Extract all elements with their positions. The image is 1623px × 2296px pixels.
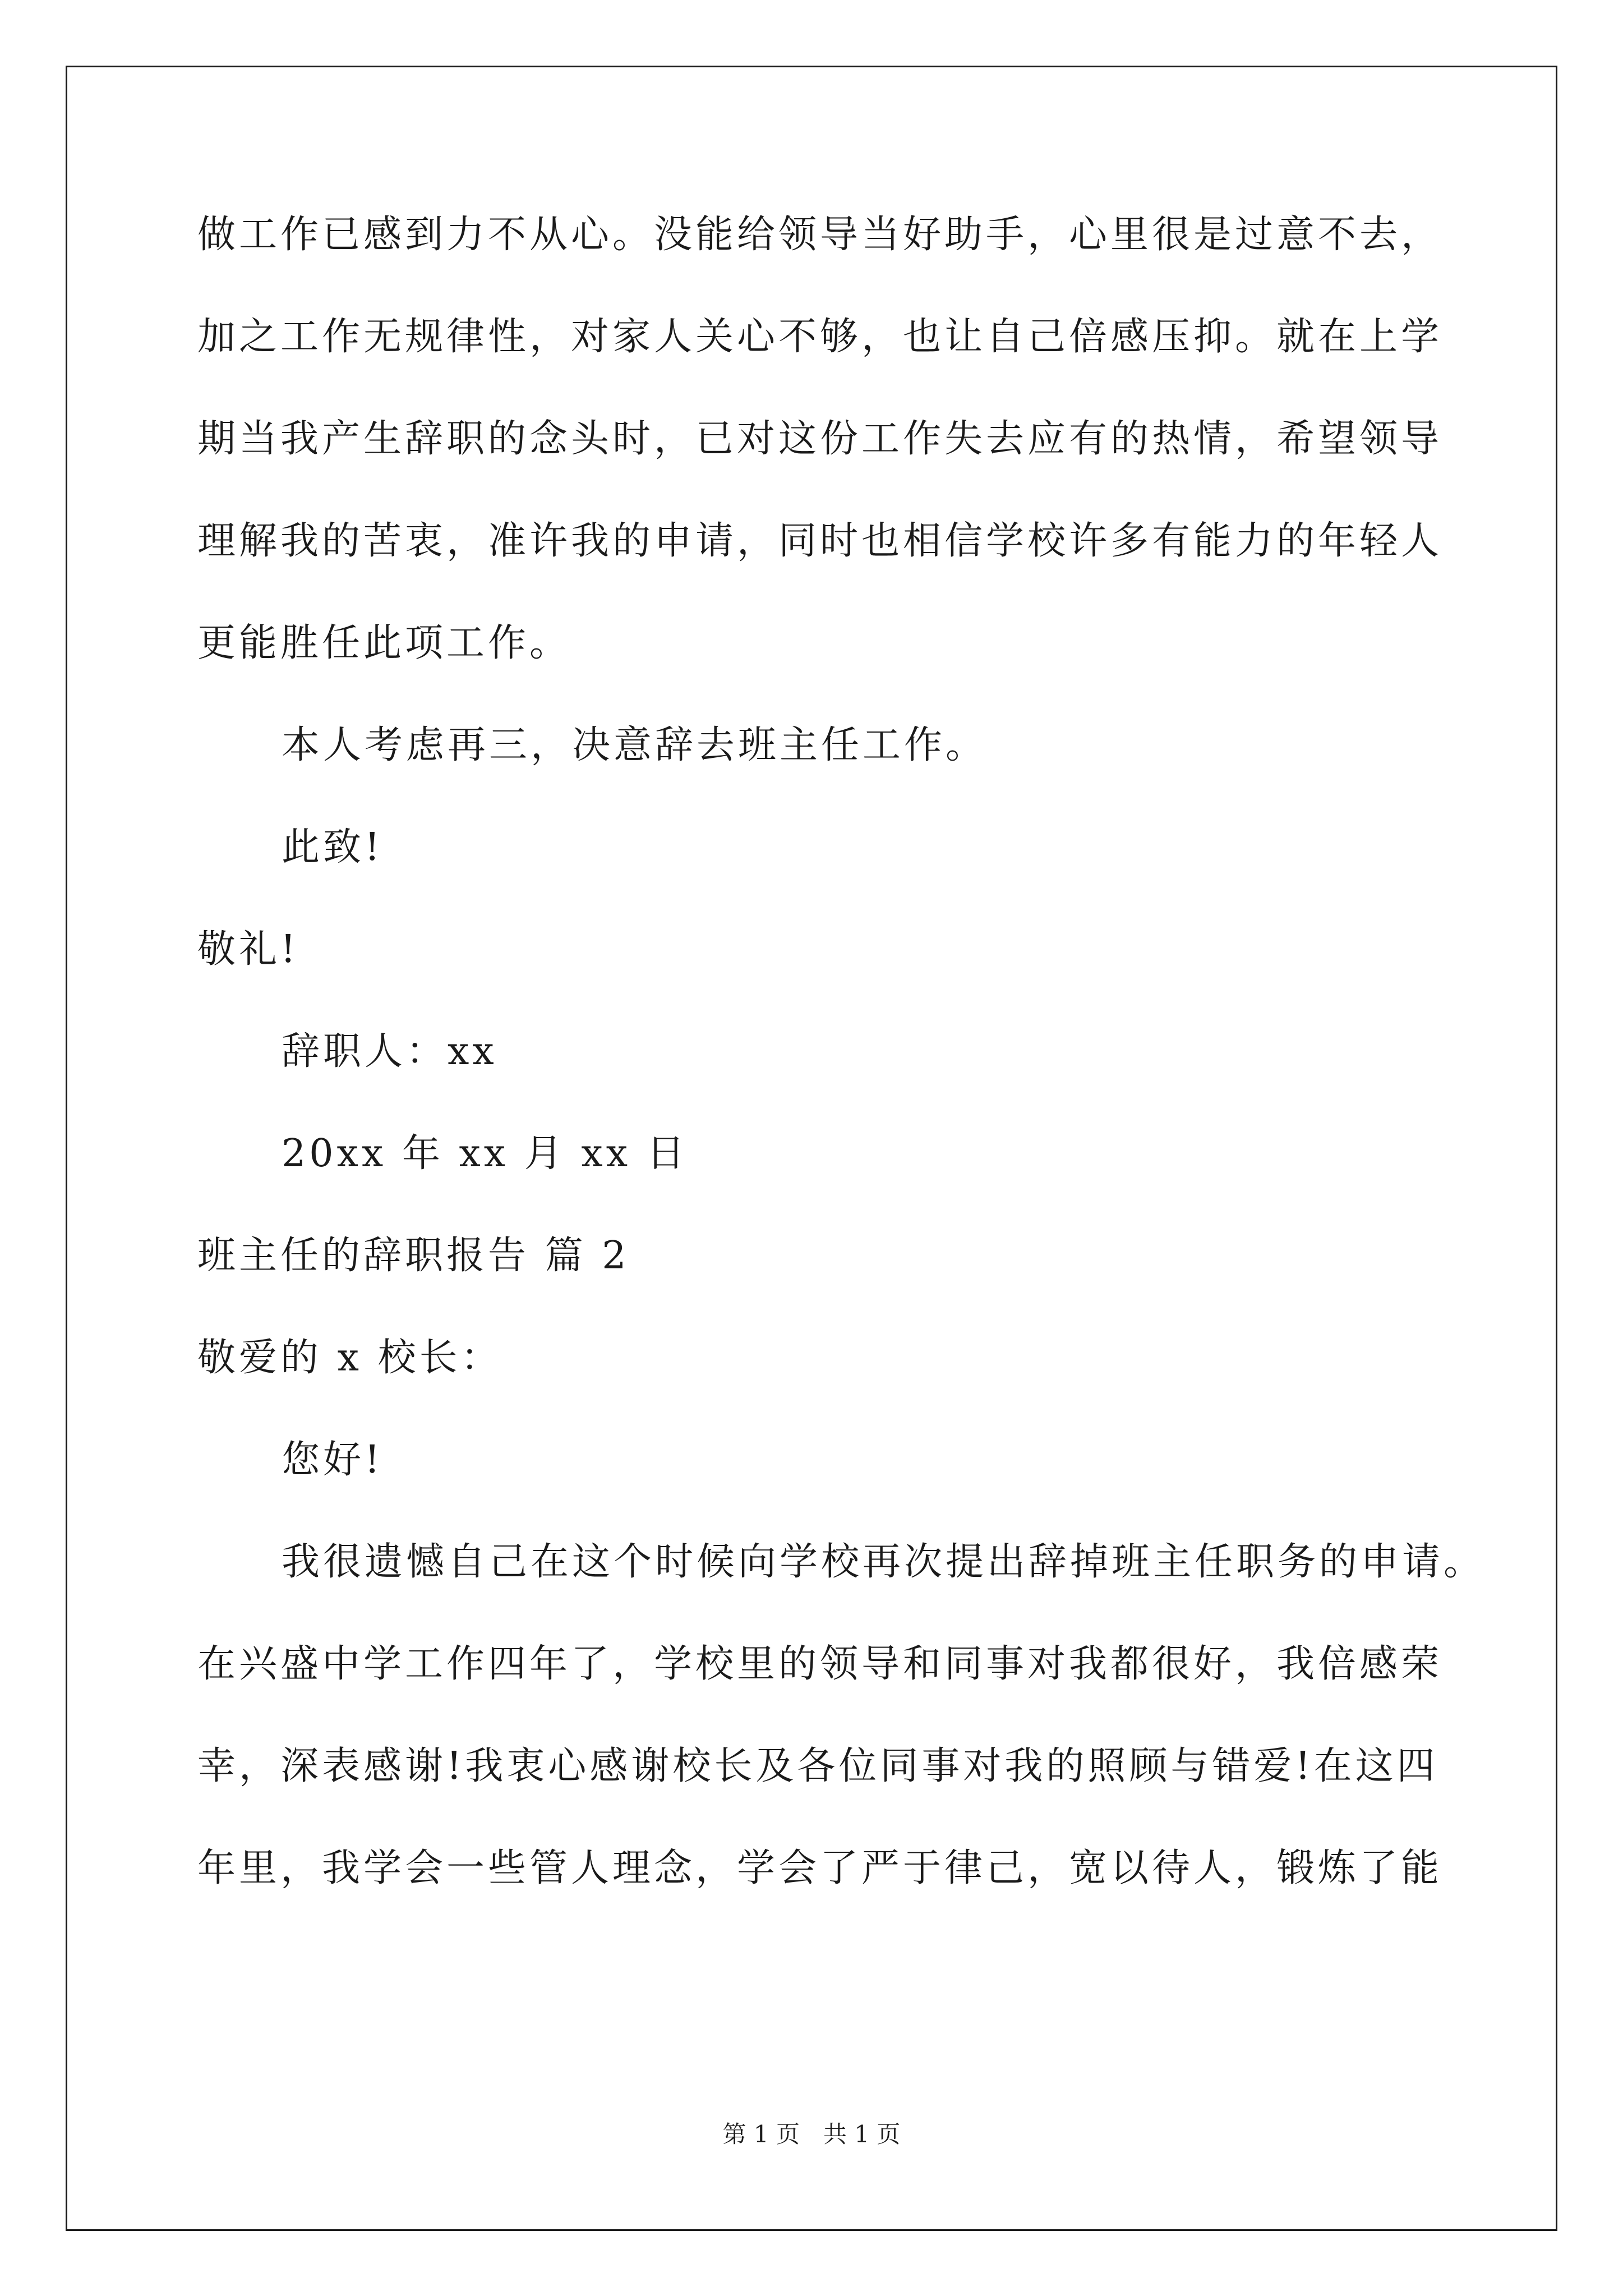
text-line: 年里，我学会一些管人理念，学会了严于律己，宽以待人，锻炼了能 (197, 1846, 1443, 1890)
text-line: 我很遗憾自己在这个时候向学校再次提出辞掉班主任职务的申请。 (282, 1540, 1486, 1584)
text-line: 更能胜任此项工作。 (197, 621, 571, 665)
text-line: 期当我产生辞职的念头时，已对这份工作失去应有的热情，希望领导 (197, 417, 1443, 461)
text-line: 本人考虑再三，决意辞去班主任工作。 (282, 723, 988, 767)
page-footer: 第 1 页 共 1 页 (722, 2120, 901, 2148)
text-line: 在兴盛中学工作四年了，学校里的领导和同事对我都很好，我倍感荣 (197, 1642, 1443, 1686)
text-line: 加之工作无规律性，对家人关心不够，也让自己倍感压抑。就在上学 (197, 315, 1443, 359)
signer-line: 辞职人：xx (282, 1029, 497, 1074)
date-line: 20xx 年 xx 月 xx 日 (282, 1131, 688, 1176)
text-line: 理解我的苦衷，准许我的申请，同时也相信学校许多有能力的年轻人 (197, 519, 1443, 563)
text-line: 做工作已感到力不从心。没能给领导当好助手，心里很是过意不去， (197, 213, 1443, 257)
section-heading: 班主任的辞职报告 篇 2 (197, 1234, 630, 1278)
closing-phrase: 此致! (282, 825, 384, 869)
recipient-line: 敬爱的 x 校长： (197, 1336, 502, 1380)
text-line: 幸，深表感谢!我衷心感谢校长及各位同事对我的照顾与错爱!在这四 (197, 1744, 1438, 1788)
salutation-close: 敬礼! (197, 927, 299, 972)
greeting-line: 您好! (282, 1438, 384, 1482)
